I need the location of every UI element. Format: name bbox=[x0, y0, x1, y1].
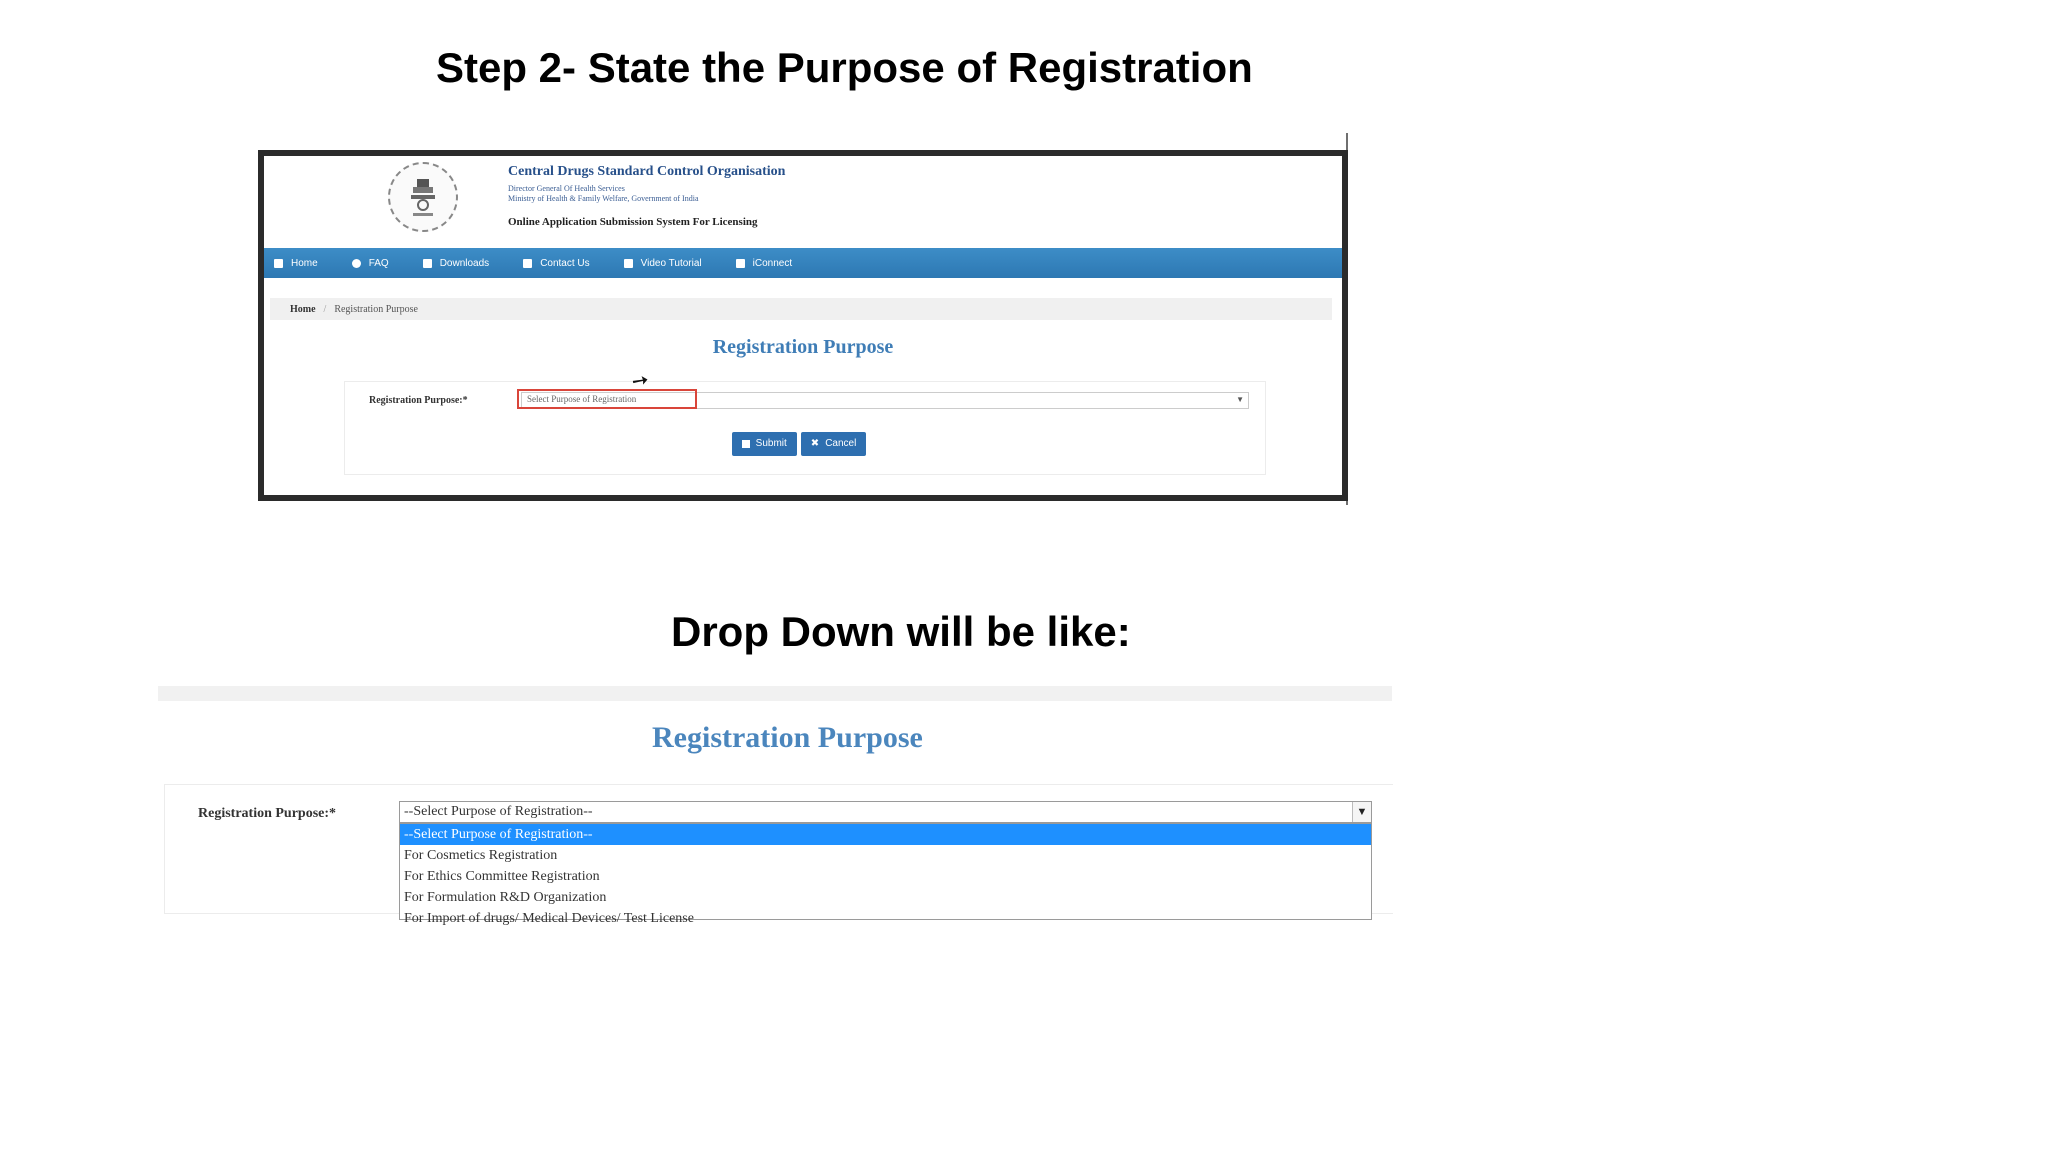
nav-label: Contact Us bbox=[540, 257, 590, 269]
emblem-icon bbox=[388, 162, 458, 232]
submit-label: Submit bbox=[755, 438, 787, 449]
nav-label: Downloads bbox=[439, 257, 490, 269]
dropdown-option[interactable]: For Cosmetics Registration bbox=[404, 848, 558, 863]
dropdown-purpose-label: Registration Purpose:* bbox=[198, 806, 337, 821]
portal-screenshot bbox=[258, 150, 1348, 501]
breadcrumb-separator: / bbox=[323, 303, 327, 315]
nav-item-faq[interactable] bbox=[352, 258, 389, 269]
chevron-down-icon: ▼ bbox=[1236, 395, 1244, 404]
system-title: Online Application Submission System For Licensing bbox=[508, 216, 758, 228]
purpose-label: Registration Purpose:* bbox=[369, 395, 468, 406]
breadcrumb bbox=[270, 298, 1332, 320]
nav-item-contact[interactable] bbox=[523, 258, 589, 269]
org-title: Central Drugs Standard Control Organisation bbox=[508, 164, 786, 179]
dropdown-heading: Drop Down will be like: bbox=[671, 608, 1131, 655]
dropdown-page-title: Registration Purpose bbox=[652, 721, 923, 754]
org-subtitle-1: Director General Of Health Services bbox=[508, 184, 625, 193]
nav-item-iconnect[interactable] bbox=[736, 258, 792, 269]
dropdown-options-list bbox=[399, 823, 1372, 926]
step-heading: Step 2- State the Purpose of Registration bbox=[436, 44, 1253, 91]
cancel-button[interactable] bbox=[801, 432, 867, 456]
home-icon bbox=[274, 259, 283, 268]
nav-bar bbox=[264, 248, 1342, 278]
nav-item-downloads[interactable] bbox=[423, 258, 489, 269]
top-bar bbox=[158, 686, 1392, 701]
dropdown-option[interactable]: For Ethics Committee Registration bbox=[404, 869, 600, 884]
question-icon bbox=[352, 259, 361, 268]
nav-item-home[interactable] bbox=[274, 258, 318, 269]
form-panel bbox=[344, 381, 1266, 475]
contact-icon bbox=[523, 259, 532, 268]
cancel-label: Cancel bbox=[825, 438, 857, 449]
breadcrumb-home[interactable]: Home bbox=[290, 303, 316, 315]
org-subtitle-2: Ministry of Health & Family Welfare, Government of India bbox=[508, 194, 699, 203]
dropdown-option[interactable]: For Import of drugs/ Medical Devices/ Test License bbox=[404, 911, 694, 926]
link-icon bbox=[736, 259, 745, 268]
form-buttons bbox=[345, 432, 1265, 456]
nav-label: Home bbox=[291, 257, 318, 269]
nav-label: iConnect bbox=[752, 257, 793, 269]
close-icon: ✖ bbox=[810, 438, 820, 449]
save-icon bbox=[742, 440, 750, 448]
nav-label: FAQ bbox=[368, 257, 389, 269]
breadcrumb-current: Registration Purpose bbox=[334, 303, 418, 315]
site-header bbox=[264, 156, 1342, 246]
dropdown-purpose-select[interactable] bbox=[399, 801, 1372, 823]
page-title: Registration Purpose bbox=[712, 336, 894, 358]
nav-label: Video Tutorial bbox=[640, 257, 702, 269]
dropdown-option[interactable]: --Select Purpose of Registration-- bbox=[400, 824, 1371, 845]
nav-item-video[interactable] bbox=[624, 258, 702, 269]
submit-button[interactable] bbox=[732, 432, 797, 456]
download-icon bbox=[423, 259, 432, 268]
video-icon bbox=[624, 259, 633, 268]
chevron-down-icon[interactable]: ▼ bbox=[1352, 802, 1371, 822]
dropdown-option[interactable]: For Formulation R&D Organization bbox=[404, 890, 607, 905]
purpose-select-highlight[interactable]: Select Purpose of Registration bbox=[517, 389, 697, 409]
cursor-arrow-icon: ➚ bbox=[626, 367, 654, 395]
selected-value: --Select Purpose of Registration-- bbox=[404, 804, 593, 819]
dropdown-screenshot bbox=[158, 686, 1392, 936]
